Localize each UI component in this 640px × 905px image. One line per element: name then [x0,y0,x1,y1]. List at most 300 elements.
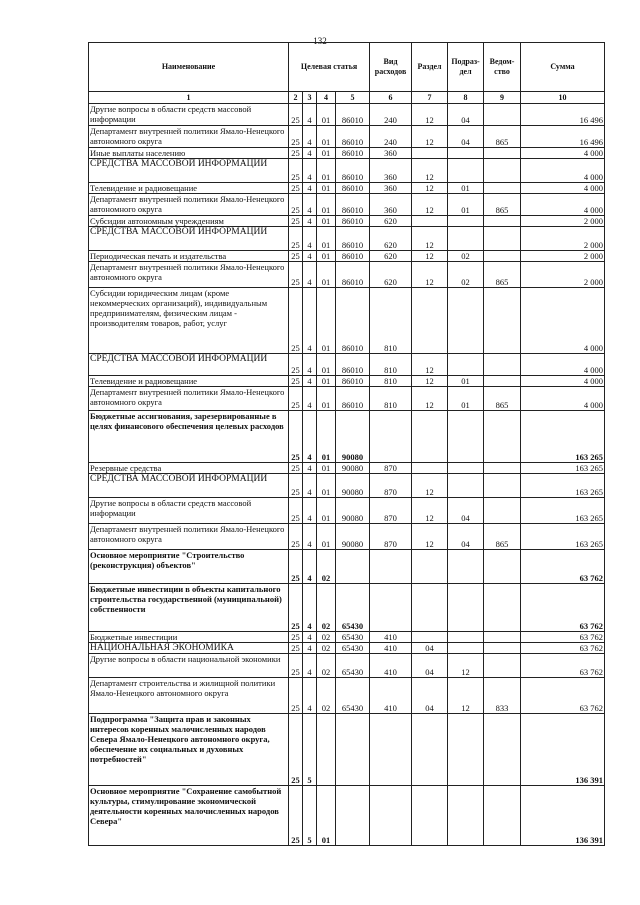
section [412,411,448,463]
table-row [89,498,605,524]
subsection [448,148,484,159]
section: 12 [412,262,448,288]
target-direction: 65430 [336,678,370,714]
target-event: 01 [317,474,336,498]
target-event: 01 [317,159,336,183]
amount: 163 265 [521,474,605,498]
section: 12 [412,474,448,498]
target-direction: 86010 [336,227,370,251]
expense-type: 620 [370,262,412,288]
target-direction: 86010 [336,376,370,387]
department-code: 865 [484,194,521,216]
target-direction: 86010 [336,104,370,126]
row-name: Телевидение и радиовещание [89,376,289,387]
target-direction: 90080 [336,463,370,474]
department-code [484,288,521,354]
table-row [89,463,605,474]
section: 04 [412,643,448,654]
target-direction: 65430 [336,643,370,654]
target-direction [336,550,370,584]
page-number: 132 [313,36,327,46]
expense-type [370,411,412,463]
target-event: 02 [317,643,336,654]
target-program: 25 [289,354,303,376]
target-event: 01 [317,194,336,216]
department-code [484,714,521,786]
column-number: 1 [89,92,289,104]
row-name: СРЕДСТВА МАССОВОЙ ИНФОРМАЦИИ [89,159,289,183]
subsection [448,714,484,786]
department-code [484,216,521,227]
target-program: 25 [289,194,303,216]
expense-type [370,550,412,584]
section [412,786,448,846]
expense-type: 870 [370,463,412,474]
target-event: 02 [317,632,336,643]
expense-type [370,786,412,846]
expense-type [370,714,412,786]
row-name: Подпрограмма "Защита прав и законных интересов коренных малочисленных народов Севера Ямало-Ненецкого автономного округа, обеспечение их социальных и духовных потребностей" [89,714,289,786]
amount: 4 000 [521,194,605,216]
target-subprogram: 4 [303,632,317,643]
section [412,148,448,159]
subsection [448,227,484,251]
budget-table [88,42,605,846]
section: 12 [412,376,448,387]
row-name: Основное мероприятие "Строительство (реконструкция) объектов" [89,550,289,584]
target-subprogram: 4 [303,678,317,714]
subsection [448,550,484,584]
target-subprogram: 5 [303,786,317,846]
department-code [484,498,521,524]
department-code [484,786,521,846]
department-code [484,376,521,387]
row-name: Основное мероприятие "Сохранение самобытной культуры, стимулирование экономической деятельности коренных малочисленных народов Севера" [89,786,289,846]
target-subprogram: 4 [303,104,317,126]
row-name: Другие вопросы в области средств массовой информации [89,104,289,126]
expense-type: 810 [370,354,412,376]
expense-type: 620 [370,227,412,251]
column-number: 3 [303,92,317,104]
row-name: Бюджетные инвестиции в объекты капитального строительства государственной (муниципальной) собственности [89,584,289,632]
subsection [448,463,484,474]
target-program: 25 [289,251,303,262]
expense-type: 410 [370,643,412,654]
target-program: 25 [289,714,303,786]
target-direction: 86010 [336,216,370,227]
column-number: 2 [289,92,303,104]
table-row [89,654,605,678]
section: 12 [412,251,448,262]
row-name: Департамент внутренней политики Ямало-Ненецкого автономного округа [89,194,289,216]
amount: 136 391 [521,714,605,786]
target-direction: 86010 [336,387,370,411]
department-code: 833 [484,678,521,714]
section [412,714,448,786]
target-subprogram: 4 [303,251,317,262]
subsection [448,643,484,654]
target-event: 01 [317,524,336,550]
table-row [89,714,605,786]
section: 12 [412,194,448,216]
expense-type: 360 [370,159,412,183]
amount: 63 762 [521,643,605,654]
target-subprogram: 4 [303,183,317,194]
target-subprogram: 4 [303,227,317,251]
section: 12 [412,524,448,550]
expense-type: 810 [370,387,412,411]
target-program: 25 [289,463,303,474]
expense-type: 870 [370,474,412,498]
expense-type: 410 [370,678,412,714]
amount: 4 000 [521,148,605,159]
row-name: Департамент внутренней политики Ямало-Ненецкого автономного округа [89,524,289,550]
target-event: 01 [317,183,336,194]
target-subprogram: 4 [303,376,317,387]
subsection [448,786,484,846]
subsection: 01 [448,387,484,411]
section [412,463,448,474]
target-event: 01 [317,227,336,251]
section: 12 [412,159,448,183]
amount: 163 265 [521,463,605,474]
header-department: Ведом-ство [484,43,521,92]
department-code [484,550,521,584]
target-program: 25 [289,376,303,387]
row-name: Департамент внутренней политики Ямало-Ненецкого автономного округа [89,387,289,411]
expense-type: 870 [370,524,412,550]
amount: 63 762 [521,654,605,678]
target-direction: 86010 [336,126,370,148]
target-subprogram: 4 [303,463,317,474]
target-direction: 86010 [336,251,370,262]
amount: 136 391 [521,786,605,846]
target-subprogram: 4 [303,643,317,654]
target-event [317,714,336,786]
target-subprogram: 4 [303,387,317,411]
row-name: НАЦИОНАЛЬНАЯ ЭКОНОМИКА [89,643,289,654]
target-subprogram: 5 [303,714,317,786]
amount: 163 265 [521,498,605,524]
target-program: 25 [289,159,303,183]
subsection [448,354,484,376]
column-number: 7 [412,92,448,104]
target-subprogram: 4 [303,524,317,550]
table-row [89,216,605,227]
expense-type: 620 [370,216,412,227]
header-target: Целевая статья [289,43,370,92]
table-row [89,550,605,584]
amount: 163 265 [521,524,605,550]
target-direction [336,714,370,786]
target-program: 25 [289,584,303,632]
amount: 4 000 [521,376,605,387]
row-name: Департамент внутренней политики Ямало-Ненецкого автономного округа [89,126,289,148]
section: 12 [412,126,448,148]
subsection: 02 [448,251,484,262]
target-direction: 86010 [336,194,370,216]
table-row [89,104,605,126]
department-code [484,159,521,183]
target-direction [336,786,370,846]
amount: 63 762 [521,632,605,643]
expense-type: 360 [370,194,412,216]
target-direction: 86010 [336,288,370,354]
expense-type: 240 [370,126,412,148]
target-direction: 86010 [336,262,370,288]
target-subprogram: 4 [303,550,317,584]
row-name: СРЕДСТВА МАССОВОЙ ИНФОРМАЦИИ [89,474,289,498]
section [412,584,448,632]
expense-type: 810 [370,288,412,354]
table-row [89,411,605,463]
target-event: 01 [317,126,336,148]
table-row [89,288,605,354]
expense-type [370,584,412,632]
department-code [484,148,521,159]
column-number: 4 [317,92,336,104]
target-subprogram: 4 [303,194,317,216]
target-program: 25 [289,654,303,678]
target-subprogram: 4 [303,159,317,183]
target-direction: 86010 [336,354,370,376]
amount: 2 000 [521,262,605,288]
section: 12 [412,183,448,194]
target-subprogram: 4 [303,411,317,463]
amount: 2 000 [521,216,605,227]
target-program: 25 [289,262,303,288]
header-amount: Сумма [521,43,605,92]
subsection: 01 [448,376,484,387]
amount: 163 265 [521,411,605,463]
target-event: 01 [317,786,336,846]
column-number: 8 [448,92,484,104]
target-event: 02 [317,678,336,714]
target-event: 02 [317,584,336,632]
target-event: 01 [317,498,336,524]
row-name: Бюджетные инвестиции [89,632,289,643]
amount: 2 000 [521,251,605,262]
target-program: 25 [289,126,303,148]
expense-type: 410 [370,654,412,678]
section: 12 [412,387,448,411]
table-row [89,148,605,159]
target-program: 25 [289,786,303,846]
subsection: 12 [448,654,484,678]
table-row [89,643,605,654]
target-event: 01 [317,463,336,474]
amount: 63 762 [521,678,605,714]
table-row [89,194,605,216]
target-subprogram: 4 [303,354,317,376]
header-subsection: Подраз-дел [448,43,484,92]
target-direction: 86010 [336,159,370,183]
target-program: 25 [289,474,303,498]
expense-type: 810 [370,376,412,387]
target-program: 25 [289,387,303,411]
target-subprogram: 4 [303,584,317,632]
header-expense-type: Вид расходов [370,43,412,92]
target-direction: 65430 [336,584,370,632]
target-event: 01 [317,411,336,463]
row-name: СРЕДСТВА МАССОВОЙ ИНФОРМАЦИИ [89,227,289,251]
target-event: 01 [317,104,336,126]
target-subprogram: 4 [303,262,317,288]
row-name: Департамент внутренней политики Ямало-Ненецкого автономного округа [89,262,289,288]
row-name: Бюджетные ассигнования, зарезервированные в целях финансового обеспечения целевых расходов [89,411,289,463]
target-program: 25 [289,632,303,643]
department-code [484,654,521,678]
target-subprogram: 4 [303,498,317,524]
target-direction: 65430 [336,632,370,643]
department-code [484,251,521,262]
table-row [89,584,605,632]
target-direction: 86010 [336,183,370,194]
target-direction: 65430 [336,654,370,678]
target-direction: 90080 [336,474,370,498]
row-name: Другие вопросы в области средств массовой информации [89,498,289,524]
target-subprogram: 4 [303,126,317,148]
column-number: 6 [370,92,412,104]
department-code [484,354,521,376]
department-code [484,411,521,463]
subsection: 04 [448,498,484,524]
department-code [484,474,521,498]
target-program: 25 [289,148,303,159]
row-name: Телевидение и радиовещание [89,183,289,194]
expense-type: 240 [370,104,412,126]
row-name: Периодическая печать и издательства [89,251,289,262]
expense-type: 620 [370,251,412,262]
target-event: 01 [317,387,336,411]
target-program: 25 [289,524,303,550]
expense-type: 360 [370,148,412,159]
section: 12 [412,227,448,251]
row-name: СРЕДСТВА МАССОВОЙ ИНФОРМАЦИИ [89,354,289,376]
department-code [484,643,521,654]
amount: 4 000 [521,159,605,183]
column-number: 10 [521,92,605,104]
section [412,632,448,643]
table-row [89,786,605,846]
subsection [448,584,484,632]
row-name: Субсидии автономным учреждениям [89,216,289,227]
amount: 63 762 [521,550,605,584]
subsection: 04 [448,524,484,550]
target-program: 25 [289,183,303,194]
amount: 4 000 [521,387,605,411]
department-code: 865 [484,262,521,288]
amount: 16 496 [521,104,605,126]
table-row [89,376,605,387]
target-event: 01 [317,288,336,354]
amount: 4 000 [521,354,605,376]
amount: 16 496 [521,126,605,148]
subsection [448,474,484,498]
table-row [89,183,605,194]
department-code: 865 [484,126,521,148]
column-numbers-row [89,92,605,104]
subsection: 02 [448,262,484,288]
subsection [448,411,484,463]
target-event: 02 [317,654,336,678]
target-program: 25 [289,411,303,463]
target-event: 01 [317,262,336,288]
target-program: 25 [289,643,303,654]
department-code [484,463,521,474]
department-code [484,632,521,643]
target-program: 25 [289,104,303,126]
section: 12 [412,104,448,126]
table-row [89,524,605,550]
subsection [448,159,484,183]
row-name: Департамент строительства и жилищной политики Ямало-Ненецкого автономного округа [89,678,289,714]
subsection: 04 [448,126,484,148]
table-row [89,632,605,643]
section: 12 [412,354,448,376]
amount: 4 000 [521,183,605,194]
target-subprogram: 4 [303,654,317,678]
subsection: 01 [448,183,484,194]
target-subprogram: 4 [303,148,317,159]
target-direction: 90080 [336,498,370,524]
target-direction: 86010 [336,148,370,159]
subsection: 01 [448,194,484,216]
table-row [89,354,605,376]
target-program: 25 [289,498,303,524]
section [412,216,448,227]
table-row [89,678,605,714]
column-number: 9 [484,92,521,104]
table-row [89,387,605,411]
target-program: 25 [289,216,303,227]
target-event: 01 [317,251,336,262]
target-event: 01 [317,376,336,387]
target-subprogram: 4 [303,474,317,498]
target-subprogram: 4 [303,288,317,354]
subsection: 04 [448,104,484,126]
amount: 4 000 [521,288,605,354]
subsection [448,632,484,643]
amount: 2 000 [521,227,605,251]
target-event: 01 [317,354,336,376]
expense-type: 870 [370,498,412,524]
section: 04 [412,654,448,678]
target-program: 25 [289,288,303,354]
table-row [89,251,605,262]
row-name: Другие вопросы в области национальной экономики [89,654,289,678]
target-subprogram: 4 [303,216,317,227]
department-code [484,104,521,126]
expense-type: 410 [370,632,412,643]
target-direction: 90080 [336,411,370,463]
target-event: 01 [317,216,336,227]
table-row [89,474,605,498]
target-event: 02 [317,550,336,584]
target-program: 25 [289,550,303,584]
amount: 63 762 [521,584,605,632]
row-name: Иные выплаты населению [89,148,289,159]
table-row [89,262,605,288]
header-section: Раздел [412,43,448,92]
department-code [484,183,521,194]
department-code [484,227,521,251]
column-number: 5 [336,92,370,104]
header-name: Наименование [89,43,289,92]
target-direction: 90080 [336,524,370,550]
section: 04 [412,678,448,714]
subsection: 12 [448,678,484,714]
